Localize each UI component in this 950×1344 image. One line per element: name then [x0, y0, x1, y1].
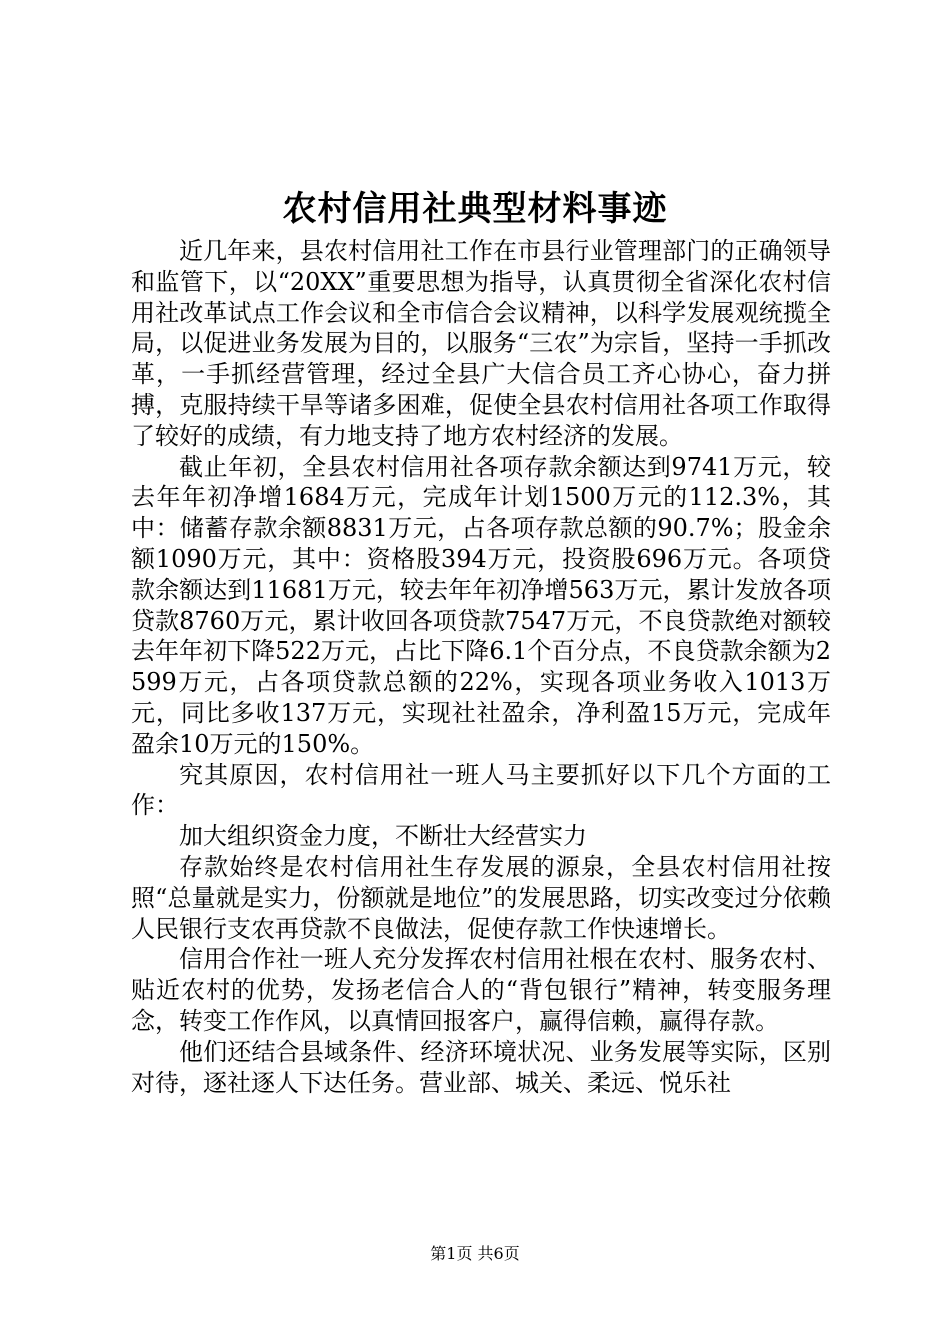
- paragraph-figures: 截止年初，全县农村信用社各项存款余额达到9741万元，较去年年初净增1684万元，完成年计划1500万元的112.3%，其中：储蓄存款余额8831万元，占各项存款总额的90.7%；股金余额1090万元，其中：资格股394万元，投资股696万元。各项贷款余额达到11681万元，较去年年初净增563万元，累计发放各项贷款8760万元，累计收回各项贷款7547万元，不良贷款绝对额较去年年初下降522万元，占比下降6.1个百分点，不良贷款余额为2599万元，占各项贷款总额的22%，实现各项业务收入1013万元，同比多收137万元，实现社社盈余，净利盈15万元，完成年盈余10万元的150%。: [131, 452, 831, 758]
- paragraph-deposits: 存款始终是农村信用社生存发展的源泉，全县农村信用社按照“总量就是实力，份额就是地位”的发展思路，切实改变过分依赖人民银行支农再贷款不良做法，促使存款工作快速增长。: [131, 852, 831, 943]
- paragraph-tasks: 他们还结合县域条件、经济环境状况、业务发展等实际，区别对待，逐社逐人下达任务。营业部、城关、柔远、悦乐社: [131, 1037, 831, 1097]
- document-title: 农村信用社典型材料事迹: [282, 189, 668, 229]
- paragraph-intro: 近几年来，县农村信用社工作在市县行业管理部门的正确领导和监管下，以“20XX”重要思想为指导，认真贯彻全省深化农村信用社改革试点工作会议和全市信合会议精神，以科学发展观统揽全局，以促进业务发展为目的，以服务“三农”为宗旨，坚持一手抓改革，一手抓经营管理，经过全县广大信合员工齐心协心，奋力拼搏，克服持续干旱等诸多困难，促使全县农村信用社各项工作取得了较好的成绩，有力地支持了地方农村经济的发展。: [131, 237, 831, 450]
- document-body: [131, 236, 831, 1098]
- page-number: 第1页 共6页: [430, 1244, 520, 1263]
- paragraph-reasons: 究其原因，农村信用社一班人马主要抓好以下几个方面的工作：: [131, 760, 831, 820]
- paragraph-service: 信用合作社一班人充分发挥农村信用社根在农村、服务农村、贴近农村的优势，发扬老信合人的“背包银行”精神，转变服务理念，转变工作作风，以真情回报客户，赢得信赖，赢得存款。: [131, 945, 831, 1035]
- section-heading: 加大组织资金力度，不断壮大经营实力: [179, 822, 587, 851]
